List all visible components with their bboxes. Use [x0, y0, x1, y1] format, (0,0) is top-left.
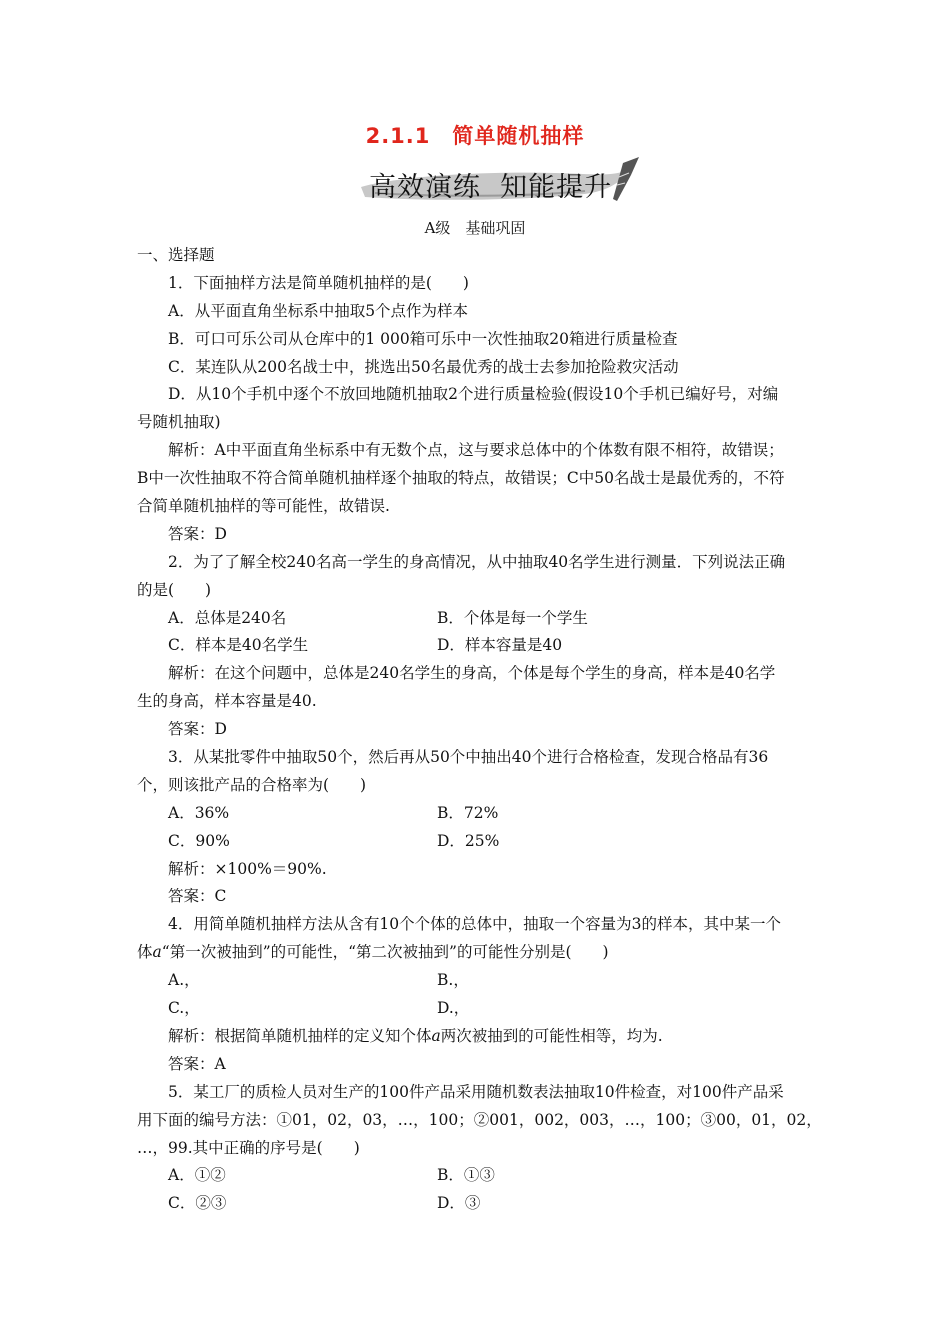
q5-stem-line1: 5．某工厂的质检人员对生产的100件产品采用随机数表法抽取10件检查，对100件产品采	[168, 1082, 784, 1101]
q4-variable: a	[152, 943, 162, 962]
q5-stem-line2: 用下面的编号方法：①01，02，03，…，100；②001，002，003，…，100；③00，01，02，	[137, 1110, 822, 1129]
level-heading: A级 基础巩固	[424, 219, 526, 237]
q4-options-row1	[137, 967, 837, 995]
q2-option-d: D．样本容量是40	[437, 636, 563, 655]
q4-analysis-variable: a	[431, 1026, 441, 1045]
q2-option-b: B．个体是每一个学生	[437, 608, 588, 627]
q2-analysis-line1: 解析：在这个问题中，总体是240名学生的身高，个体是每个学生的身高，样本是40名学	[168, 664, 776, 683]
q1-option-b: B．可口可乐公司从仓库中的1 000箱可乐中一次性抽取20箱进行质量检查	[168, 329, 678, 348]
q1-option-c: C．某连队从200名战士中，挑选出50名最优秀的战士去参加抢险救灾活动	[168, 357, 679, 376]
q3-stem-line2: 个，则该批产品的合格率为( )	[137, 775, 367, 794]
q2-options-row2	[137, 632, 837, 660]
q5-option-a: A．①②	[168, 1166, 226, 1185]
q4-option-a: A.，	[168, 971, 200, 990]
q1-answer: 答案：D	[168, 524, 227, 543]
q4-analysis-text: 解析：根据简单随机抽样的定义知个体	[168, 1026, 432, 1045]
q1-analysis-line3: 合简单随机抽样的等可能性，故错误.	[137, 497, 390, 516]
question-body	[137, 242, 837, 1218]
q3-option-c: C．90%	[168, 831, 230, 850]
section-banner	[355, 157, 645, 207]
q5-options-row1	[137, 1162, 837, 1190]
q2-options-row1	[137, 605, 837, 633]
q4-option-b: B.，	[437, 971, 469, 990]
q5-option-c: C．②③	[168, 1194, 227, 1213]
q2-analysis-line2: 生的身高，样本容量是40.	[137, 692, 317, 711]
q3-option-d: D．25%	[437, 831, 500, 850]
q2-option-c: C．样本是40名学生	[168, 636, 309, 655]
q1-analysis-line1: 解析：A中平面直角坐标系中有无数个点，这与要求总体中的个体数有限不相符，故错误；	[168, 441, 784, 460]
page-title: 2.1.1 简单随机抽样	[365, 124, 585, 148]
q4-stem-line2	[137, 939, 837, 967]
q2-option-a: A．总体是240名	[168, 608, 287, 627]
q4-analysis	[137, 1023, 837, 1051]
q4-options-row2	[137, 995, 837, 1023]
q3-analysis: 解析：×100%＝90%.	[168, 859, 327, 878]
q4-option-c: C.，	[168, 999, 200, 1018]
q3-answer: 答案：C	[168, 887, 227, 906]
q5-option-d: D．③	[437, 1194, 481, 1213]
q3-options-row1	[137, 800, 837, 828]
q5-stem-line3: …，99.其中正确的序号是( )	[137, 1138, 360, 1157]
q5-options-row2	[137, 1190, 837, 1218]
q2-stem-line1: 2．为了了解全校240名高一学生的身高情况，从中抽取40名学生进行测量．下列说法正确	[168, 552, 786, 571]
banner-text: 高效演练 知能提升	[369, 172, 613, 203]
q4-option-d: D.，	[437, 999, 470, 1018]
section-heading: 一、选择题	[137, 246, 215, 264]
q4-analysis-text-cont: 两次被抽到的可能性相等，均为.	[440, 1026, 663, 1045]
q5-option-b: B．①③	[437, 1166, 495, 1185]
q1-stem: 1．下面抽样方法是简单随机抽样的是( )	[168, 273, 469, 292]
q1-option-d-line1: D．从10个手机中逐个不放回地随机抽取2个进行质量检验(假设10个手机已编好号，对编	[168, 385, 779, 404]
q2-stem-line2: 的是( )	[137, 580, 212, 599]
q4-stem-text-cont: “第一次被抽到”的可能性，“第二次被抽到”的可能性分别是( )	[161, 943, 609, 962]
q3-options-row2	[137, 828, 837, 856]
q3-option-b: B．72%	[437, 803, 499, 822]
q1-analysis-line2: B中一次性抽取不符合简单随机抽样逐个抽取的特点，故错误；C中50名战士是最优秀的，不符	[137, 469, 785, 488]
q1-option-d-line2: 号随机抽取)	[137, 413, 221, 432]
q4-stem-text: 体	[137, 943, 153, 962]
q3-stem-line1: 3．从某批零件中抽取50个，然后再从50个中抽出40个进行合格检查，发现合格品有36	[168, 748, 769, 767]
q1-option-a: A．从平面直角坐标系中抽取5个点作为样本	[168, 301, 469, 320]
q2-answer: 答案：D	[168, 720, 227, 739]
q3-option-a: A．36%	[168, 803, 230, 822]
q4-answer: 答案：A	[168, 1054, 226, 1073]
q4-stem-line1: 4．用简单随机抽样方法从含有10个个体的总体中，抽取一个容量为3的样本，其中某一个	[168, 915, 781, 934]
